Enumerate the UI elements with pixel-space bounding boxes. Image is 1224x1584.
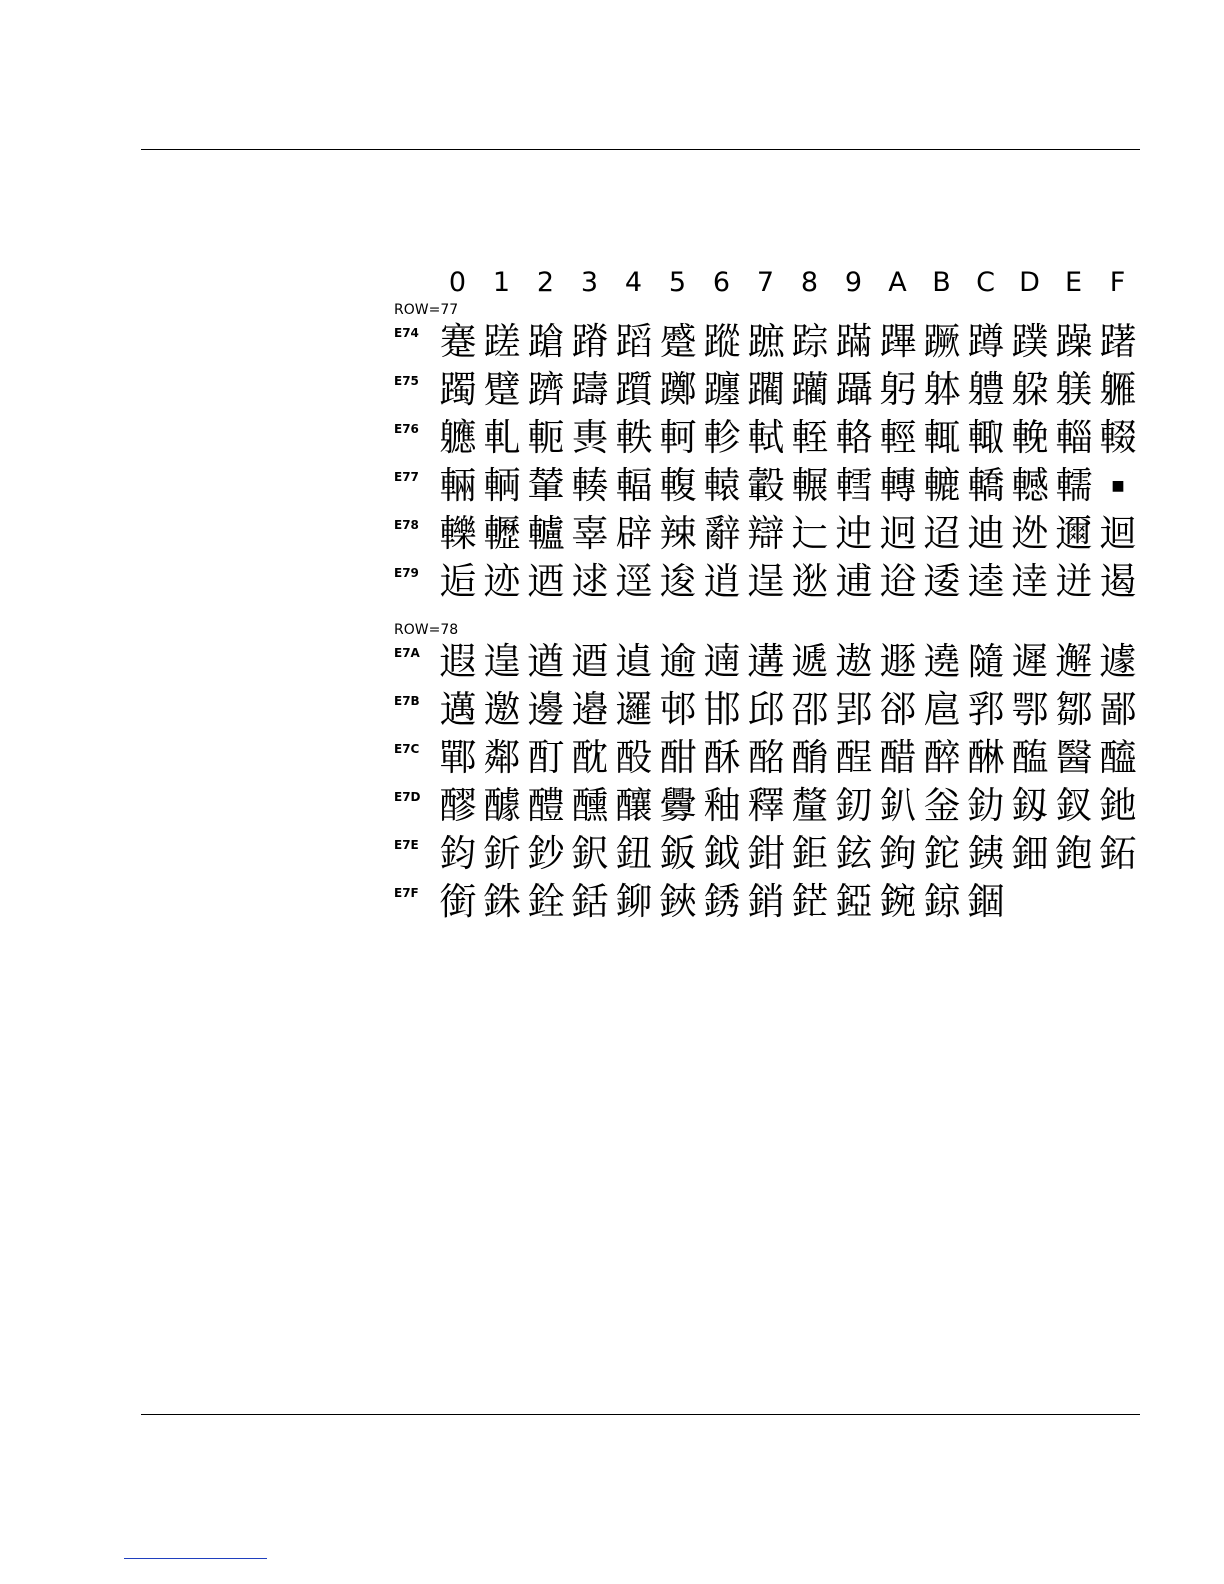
char-cell: 躬 [879,368,917,411]
char-cell: 軆 [967,368,1005,411]
char-cell: 鋏 [659,880,697,923]
char-row [392,736,1152,784]
char-cell: 銹 [703,880,741,923]
char-cell: 躪 [791,368,829,411]
char-cells [436,880,1008,924]
row-code: E75 [394,374,419,388]
column-header: 6 [712,267,731,298]
char-cell: 軫 [703,416,741,459]
column-header: 4 [624,267,643,298]
char-cell: 躾 [1055,368,1093,411]
char-cell: 遉 [615,640,653,683]
char-cell: 轅 [703,464,741,507]
char-cell: 軻 [659,416,697,459]
char-row [392,560,1152,608]
row-label: ROW=77 [394,302,459,318]
char-cell: 躅 [439,368,477,411]
char-cell: 鄒 [1055,688,1093,731]
char-cell: 蹠 [747,320,785,363]
char-cell: 軛 [527,416,565,459]
char-cell: 邀 [483,688,521,731]
char-row [392,784,1152,832]
char-cell: 躡 [835,368,873,411]
char-cell: 蹶 [923,320,961,363]
column-header: 3 [580,267,599,298]
char-cell: 釐 [791,784,829,827]
column-header: B [932,267,951,298]
char-cell: 轗 [1011,464,1049,507]
char-cell: 轢 [439,512,477,555]
char-row [392,688,1152,736]
char-cell: 酳 [791,736,829,779]
char-cell: 鈕 [615,832,653,875]
char-cells [436,464,1140,508]
char-cell: 軈 [439,416,477,459]
char-cell: 迥 [879,512,917,555]
char-cell: 邇 [1055,512,1093,555]
char-cells [436,736,1140,780]
char-cell: 邏 [615,688,653,731]
char-cell: 鉚 [615,880,653,923]
char-cell: 鉐 [1099,832,1137,875]
char-cell: 逑 [571,560,609,603]
char-cell: 迯 [1011,512,1049,555]
char-cell: 輌 [483,464,521,507]
char-cell: 躰 [923,368,961,411]
char-cell: 遲 [1011,640,1049,683]
char-cell: 輹 [659,464,697,507]
char-cell: 遞 [791,640,829,683]
row-label: ROW=78 [394,622,459,638]
char-cell: 鄲 [439,736,477,779]
char-cell: 逕 [615,560,653,603]
char-cell: 醯 [1099,736,1137,779]
char-cell: 邯 [703,688,741,731]
char-cell: 輊 [791,416,829,459]
char-cell: 躋 [527,368,565,411]
char-cell: 遨 [835,640,873,683]
row-blocks [392,302,1152,928]
row-code: E76 [394,422,419,436]
row-code: E77 [394,470,419,484]
char-cells [436,560,1140,604]
char-cell: 銷 [747,880,785,923]
char-cell: 轌 [835,464,873,507]
char-cell: 錮 [967,880,1005,923]
char-cell: 輕 [879,416,917,459]
char-cell: 邂 [1055,640,1093,683]
char-cell: 酊 [527,736,565,779]
header-rule [141,149,1140,150]
char-cell: 銜 [439,880,477,923]
char-cell: 銓 [527,880,565,923]
char-cell: 躇 [1099,320,1137,363]
char-cell: 釟 [879,784,917,827]
char-cell: 酘 [615,736,653,779]
char-cell: 鉈 [923,832,961,875]
char-cell: 邉 [571,688,609,731]
row-code: E7F [394,886,419,900]
char-cell: 鉞 [703,832,741,875]
char-cell: 鈿 [1011,832,1049,875]
row-code: E7D [394,790,421,804]
char-cell: 輳 [571,464,609,507]
char-cell: 邱 [747,688,785,731]
char-cell: 蹲 [967,320,1005,363]
char-cell: 邵 [791,688,829,731]
char-cell: 躓 [615,368,653,411]
char-cell: 辭 [703,512,741,555]
char-cell: 銛 [571,880,609,923]
char-cell: 釿 [483,832,521,875]
char-cell: 鉗 [747,832,785,875]
char-cell: 輦 [527,464,565,507]
char-cell: 逧 [879,560,917,603]
char-cell: 逍 [703,560,741,603]
char-cell: 釀 [615,784,653,827]
char-cell: 醪 [439,784,477,827]
char-cell: 鄂 [1011,688,1049,731]
char-cell: 蹉 [483,320,521,363]
char-cell: 迹 [483,560,521,603]
char-cell: 蹣 [835,320,873,363]
char-cell: 迺 [527,560,565,603]
char-row [392,368,1152,416]
char-cells [436,320,1140,364]
char-cell: 軼 [615,416,653,459]
char-cell: 鋺 [879,880,917,923]
char-cell: 迸 [1055,560,1093,603]
char-cell: 酲 [835,736,873,779]
char-row [392,512,1152,560]
char-cell: 蹐 [571,320,609,363]
column-header: 9 [844,267,863,298]
char-cell: 躙 [747,368,785,411]
character-code-table [392,262,1152,942]
char-cell: 鈔 [527,832,565,875]
char-cell: 酣 [659,736,697,779]
char-cell: 軾 [747,416,785,459]
char-cell: 蹕 [879,320,917,363]
char-cells [436,640,1140,684]
char-cell: 蹈 [615,320,653,363]
char-cell: 蹙 [659,320,697,363]
char-cell: 躑 [659,368,697,411]
char-cells [436,688,1140,732]
char-cell: 轎 [967,464,1005,507]
char-cell: 踪 [791,320,829,363]
char-cell: 邁 [439,688,477,731]
char-cell: 釶 [1099,784,1137,827]
char-cell: 醋 [879,736,917,779]
char-cell: 鉤 [879,832,917,875]
char-cell: 辷 [791,512,829,555]
char-cell: 輒 [923,416,961,459]
char-cell: 迚 [835,512,873,555]
char-cell: 釵 [1055,784,1093,827]
char-cell: 輜 [1055,416,1093,459]
row-code: E7E [394,838,419,852]
column-header: F [1109,267,1126,298]
char-cell: 遐 [439,640,477,683]
char-cell: 輓 [1011,416,1049,459]
char-cell: 辟 [615,512,653,555]
char-cell: 釋 [747,784,785,827]
char-cell: 輾 [791,464,829,507]
char-cell: 躄 [483,368,521,411]
char-cell: 醺 [571,784,609,827]
row-code: E7C [394,742,420,756]
char-cell: 錏 [835,880,873,923]
char-cell: 輟 [1099,416,1137,459]
char-cell: 扈 [923,688,961,731]
row-block [392,302,1152,608]
char-cell: 轉 [879,464,917,507]
row-code: E74 [394,326,419,340]
char-cell: 遘 [747,640,785,683]
char-cell: 輛 [439,464,477,507]
char-row [392,640,1152,688]
char-cell: 酩 [747,736,785,779]
char-row [392,464,1152,512]
char-cell: 蹌 [527,320,565,363]
char-cell: 迢 [923,512,961,555]
char-row [392,320,1152,368]
char-cell: 逶 [923,560,961,603]
row-code: E7A [394,646,420,660]
char-cell: 銕 [967,832,1005,875]
char-cell: 醉 [923,736,961,779]
char-cell: 鈬 [571,832,609,875]
row-block [392,622,1152,928]
char-cell: 逡 [659,560,697,603]
column-header: 8 [800,267,819,298]
char-cell: 逎 [571,640,609,683]
char-cell: 軣 [571,416,609,459]
row-code: E79 [394,566,419,580]
char-cell: 蹤 [703,320,741,363]
char-cell: 醴 [527,784,565,827]
char-cell: 遑 [483,640,521,683]
column-header: 7 [756,267,775,298]
char-cell: 軅 [1099,368,1137,411]
char-cell: 轜 [1055,464,1093,507]
char-cell: 辜 [571,512,609,555]
char-cell: 蹼 [1011,320,1049,363]
char-cell: 遏 [1099,560,1137,603]
char-cell: 郢 [835,688,873,731]
char-cell: 鈞 [439,832,477,875]
char-cell: 鄙 [1099,688,1137,731]
column-header: 5 [668,267,687,298]
char-cell: 逋 [835,560,873,603]
char-cell: 轆 [923,464,961,507]
char-cell: 躔 [703,368,741,411]
char-cell: 轤 [527,512,565,555]
char-cell: 遒 [527,640,565,683]
char-cell: 鉅 [791,832,829,875]
char-cell: 釼 [1011,784,1049,827]
column-header: D [1019,267,1040,298]
char-cell: 辣 [659,512,697,555]
char-cell: 逹 [1011,560,1049,603]
char-cell: 遶 [923,640,961,683]
char-cell: 輅 [835,416,873,459]
char-row [392,832,1152,880]
char-cell: 躱 [1011,368,1049,411]
char-cell: 鈑 [659,832,697,875]
char-cell: 逵 [967,560,1005,603]
column-header: C [976,267,995,298]
char-cells [436,832,1140,876]
char-cell: 鋩 [791,880,829,923]
footer-rule [141,1414,1140,1415]
char-cell: 遯 [879,640,917,683]
char-cell: 逾 [659,640,697,683]
char-cell: 辯 [747,512,785,555]
char-cell: 輻 [615,464,653,507]
char-cell: 醫 [1055,736,1093,779]
char-cell: 銖 [483,880,521,923]
column-header: 2 [536,267,555,298]
char-cell: 隨 [967,640,1005,683]
column-header: 1 [492,267,511,298]
char-cells [436,416,1140,460]
char-cell: ■ [1111,478,1125,494]
char-cell: 迪 [967,512,1005,555]
char-cells [436,368,1140,412]
column-header: E [1064,267,1083,298]
char-cell: 鍄 [923,880,961,923]
char-cell: 醵 [483,784,521,827]
row-code: E78 [394,518,419,532]
char-cell: 釛 [967,784,1005,827]
char-cell: 酖 [571,736,609,779]
char-cell: 釡 [923,784,961,827]
char-cell: 逅 [439,560,477,603]
char-cell: 軋 [483,416,521,459]
char-cell: 逖 [791,560,829,603]
char-cell: 轣 [483,512,521,555]
char-row [392,880,1152,928]
char-cell: 鄰 [483,736,521,779]
char-cell: 邊 [527,688,565,731]
char-cell: 釁 [659,784,697,827]
char-cell: 釉 [703,784,741,827]
char-cell: 轂 [747,464,785,507]
char-cell: 躁 [1055,320,1093,363]
char-cell: 輙 [967,416,1005,459]
char-cells [436,512,1140,556]
column-header: A [888,267,907,298]
char-cell: 醢 [1011,736,1049,779]
char-cell: 鉋 [1055,832,1093,875]
char-cell: 郛 [967,688,1005,731]
char-cell: 鉉 [835,832,873,875]
column-header: 0 [448,267,467,298]
char-cell: 迴 [1099,512,1137,555]
char-cell: 逞 [747,560,785,603]
char-cell: 遽 [1099,640,1137,683]
char-row [392,416,1152,464]
char-cell: 躊 [571,368,609,411]
column-header-row [392,262,1152,302]
char-cell: 遖 [703,640,741,683]
footer-link-underline[interactable] [124,1558,267,1559]
char-cell: 酥 [703,736,741,779]
char-cell: 郤 [879,688,917,731]
char-cells [436,784,1140,828]
char-cell: 蹇 [439,320,477,363]
char-cell: 邨 [659,688,697,731]
char-cell: 醂 [967,736,1005,779]
row-code: E7B [394,694,420,708]
char-cell: 釖 [835,784,873,827]
